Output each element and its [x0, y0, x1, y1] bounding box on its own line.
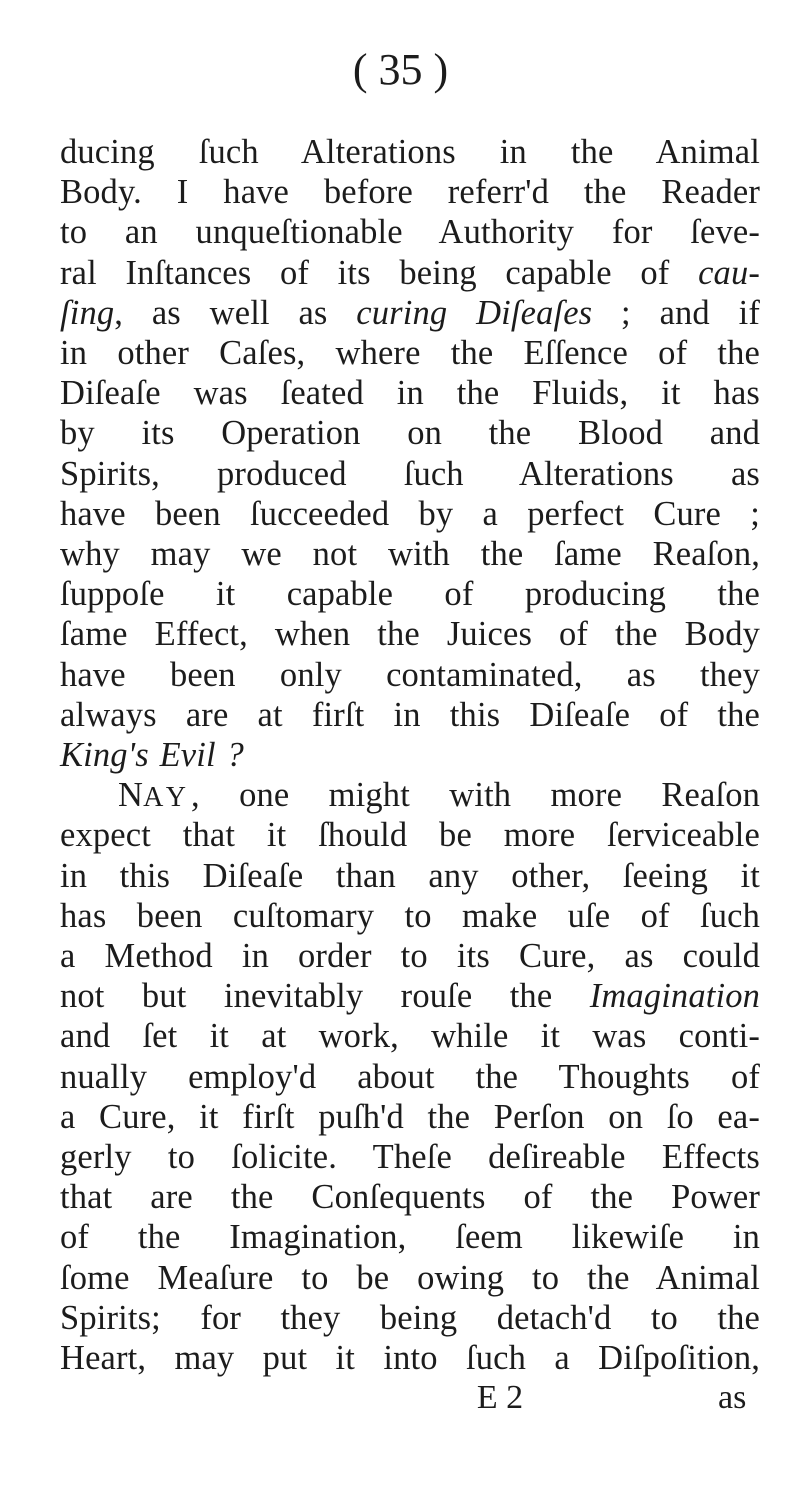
text-line [60, 1217, 760, 1257]
line-text: a Cure, it firſt puſh'd the Perſon on ſo ea- [60, 1097, 760, 1136]
line-text: Heart, may put it into ſuch a Diſpoſition, [60, 1339, 760, 1377]
text-line [60, 293, 760, 333]
text-line [60, 735, 760, 775]
text-line [60, 534, 760, 574]
text-line [60, 574, 760, 614]
text-line [60, 1016, 760, 1056]
text-line [60, 1177, 760, 1217]
line-text: gerly to ſolicite. Theſe deſireable Effects [60, 1138, 760, 1176]
text-line [60, 1338, 760, 1378]
text-line [60, 856, 760, 896]
line-text: , as well as [114, 293, 357, 332]
text-line [60, 494, 760, 534]
line-text: have been only contaminated, as they [60, 655, 760, 694]
text-line [60, 373, 760, 413]
line-text: N [118, 776, 144, 815]
text-line [60, 172, 760, 212]
text-line [60, 1258, 760, 1298]
italic-text: Imagination [589, 977, 760, 1016]
line-text: ſame Effect, when the Juices of the Body [60, 615, 760, 654]
line-text [447, 294, 476, 332]
line-text: in other Caſes, where the Eſſence of the [60, 334, 760, 372]
italic-text: cau- [698, 253, 760, 292]
text-line [60, 936, 760, 976]
line-text: , one might with more Reaſon [190, 776, 760, 815]
small-caps-text: AY [143, 782, 191, 814]
text-line [118, 775, 760, 815]
line-text: expect that it ſhould be more ſerviceable [60, 816, 760, 855]
line-text: nually employ'd about the Thoughts of [60, 1057, 760, 1096]
text-line [60, 333, 760, 373]
text-line [60, 896, 760, 936]
italic-text: King's Evil ? [60, 736, 244, 774]
text-line [60, 454, 760, 494]
line-text: ; and if [592, 293, 760, 332]
italic-text: Diſeaſes [476, 293, 593, 332]
line-text: of the Imagination, ſeem likewiſe in [60, 1218, 760, 1257]
line-text: always are at firſt in this Diſeaſe of the [60, 695, 760, 734]
line-text: have been ſucceeded by a perfect Cure ; [60, 494, 760, 533]
text-line [60, 253, 760, 293]
text-line [60, 212, 760, 252]
italic-text: ſing [60, 293, 115, 332]
line-text: by its Operation on the Blood and [60, 414, 760, 453]
line-text: and ſet it at work, while it was conti- [60, 1017, 760, 1056]
line-text: Body. I have before referr'd the Reader [60, 173, 760, 212]
line-text: ſuppoſe it capable of producing the [60, 575, 760, 614]
text-line [60, 815, 760, 855]
line-text: ducing ſuch Alterations in the Animal [60, 133, 760, 171]
italic-text: curing [356, 293, 448, 332]
text-line [60, 1298, 760, 1338]
signature-mark: E 2 [476, 1379, 524, 1417]
line-text: Spirits; for they being detach'd to the [60, 1298, 760, 1337]
line-text: a Method in order to its Cure, as could [60, 937, 760, 975]
line-text: Diſeaſe was ſeated in the Fluids, it has [60, 374, 760, 413]
line-text: that are the Conſequents of the Power [60, 1178, 760, 1217]
line-text: ral Inſtances of its being capable of [60, 253, 699, 292]
text-line [60, 655, 760, 695]
text-line [60, 413, 760, 453]
text-line [60, 1137, 760, 1177]
text-line [60, 1097, 760, 1137]
line-text: in this Diſeaſe than any other, ſeeing it [60, 856, 760, 895]
text-line [60, 132, 760, 172]
line-text: to an unqueſtionable Authority for ſeve- [60, 213, 760, 252]
text-line [60, 695, 760, 735]
line-text: not but inevitably rouſe the [60, 977, 590, 1016]
text-line [60, 1057, 760, 1097]
page-number: ( 35 ) [352, 45, 449, 94]
catchword: as [718, 1379, 747, 1417]
line-text: why may we not with the ſame Reaſon, [60, 535, 760, 573]
line-text: ſome Meaſure to be owing to the Animal [60, 1258, 760, 1297]
text-line [60, 614, 760, 654]
line-text: has been cuſtomary to make uſe of ſuch [60, 896, 760, 935]
line-text: Spirits, produced ſuch Alterations as [60, 454, 760, 493]
text-line [60, 976, 760, 1016]
